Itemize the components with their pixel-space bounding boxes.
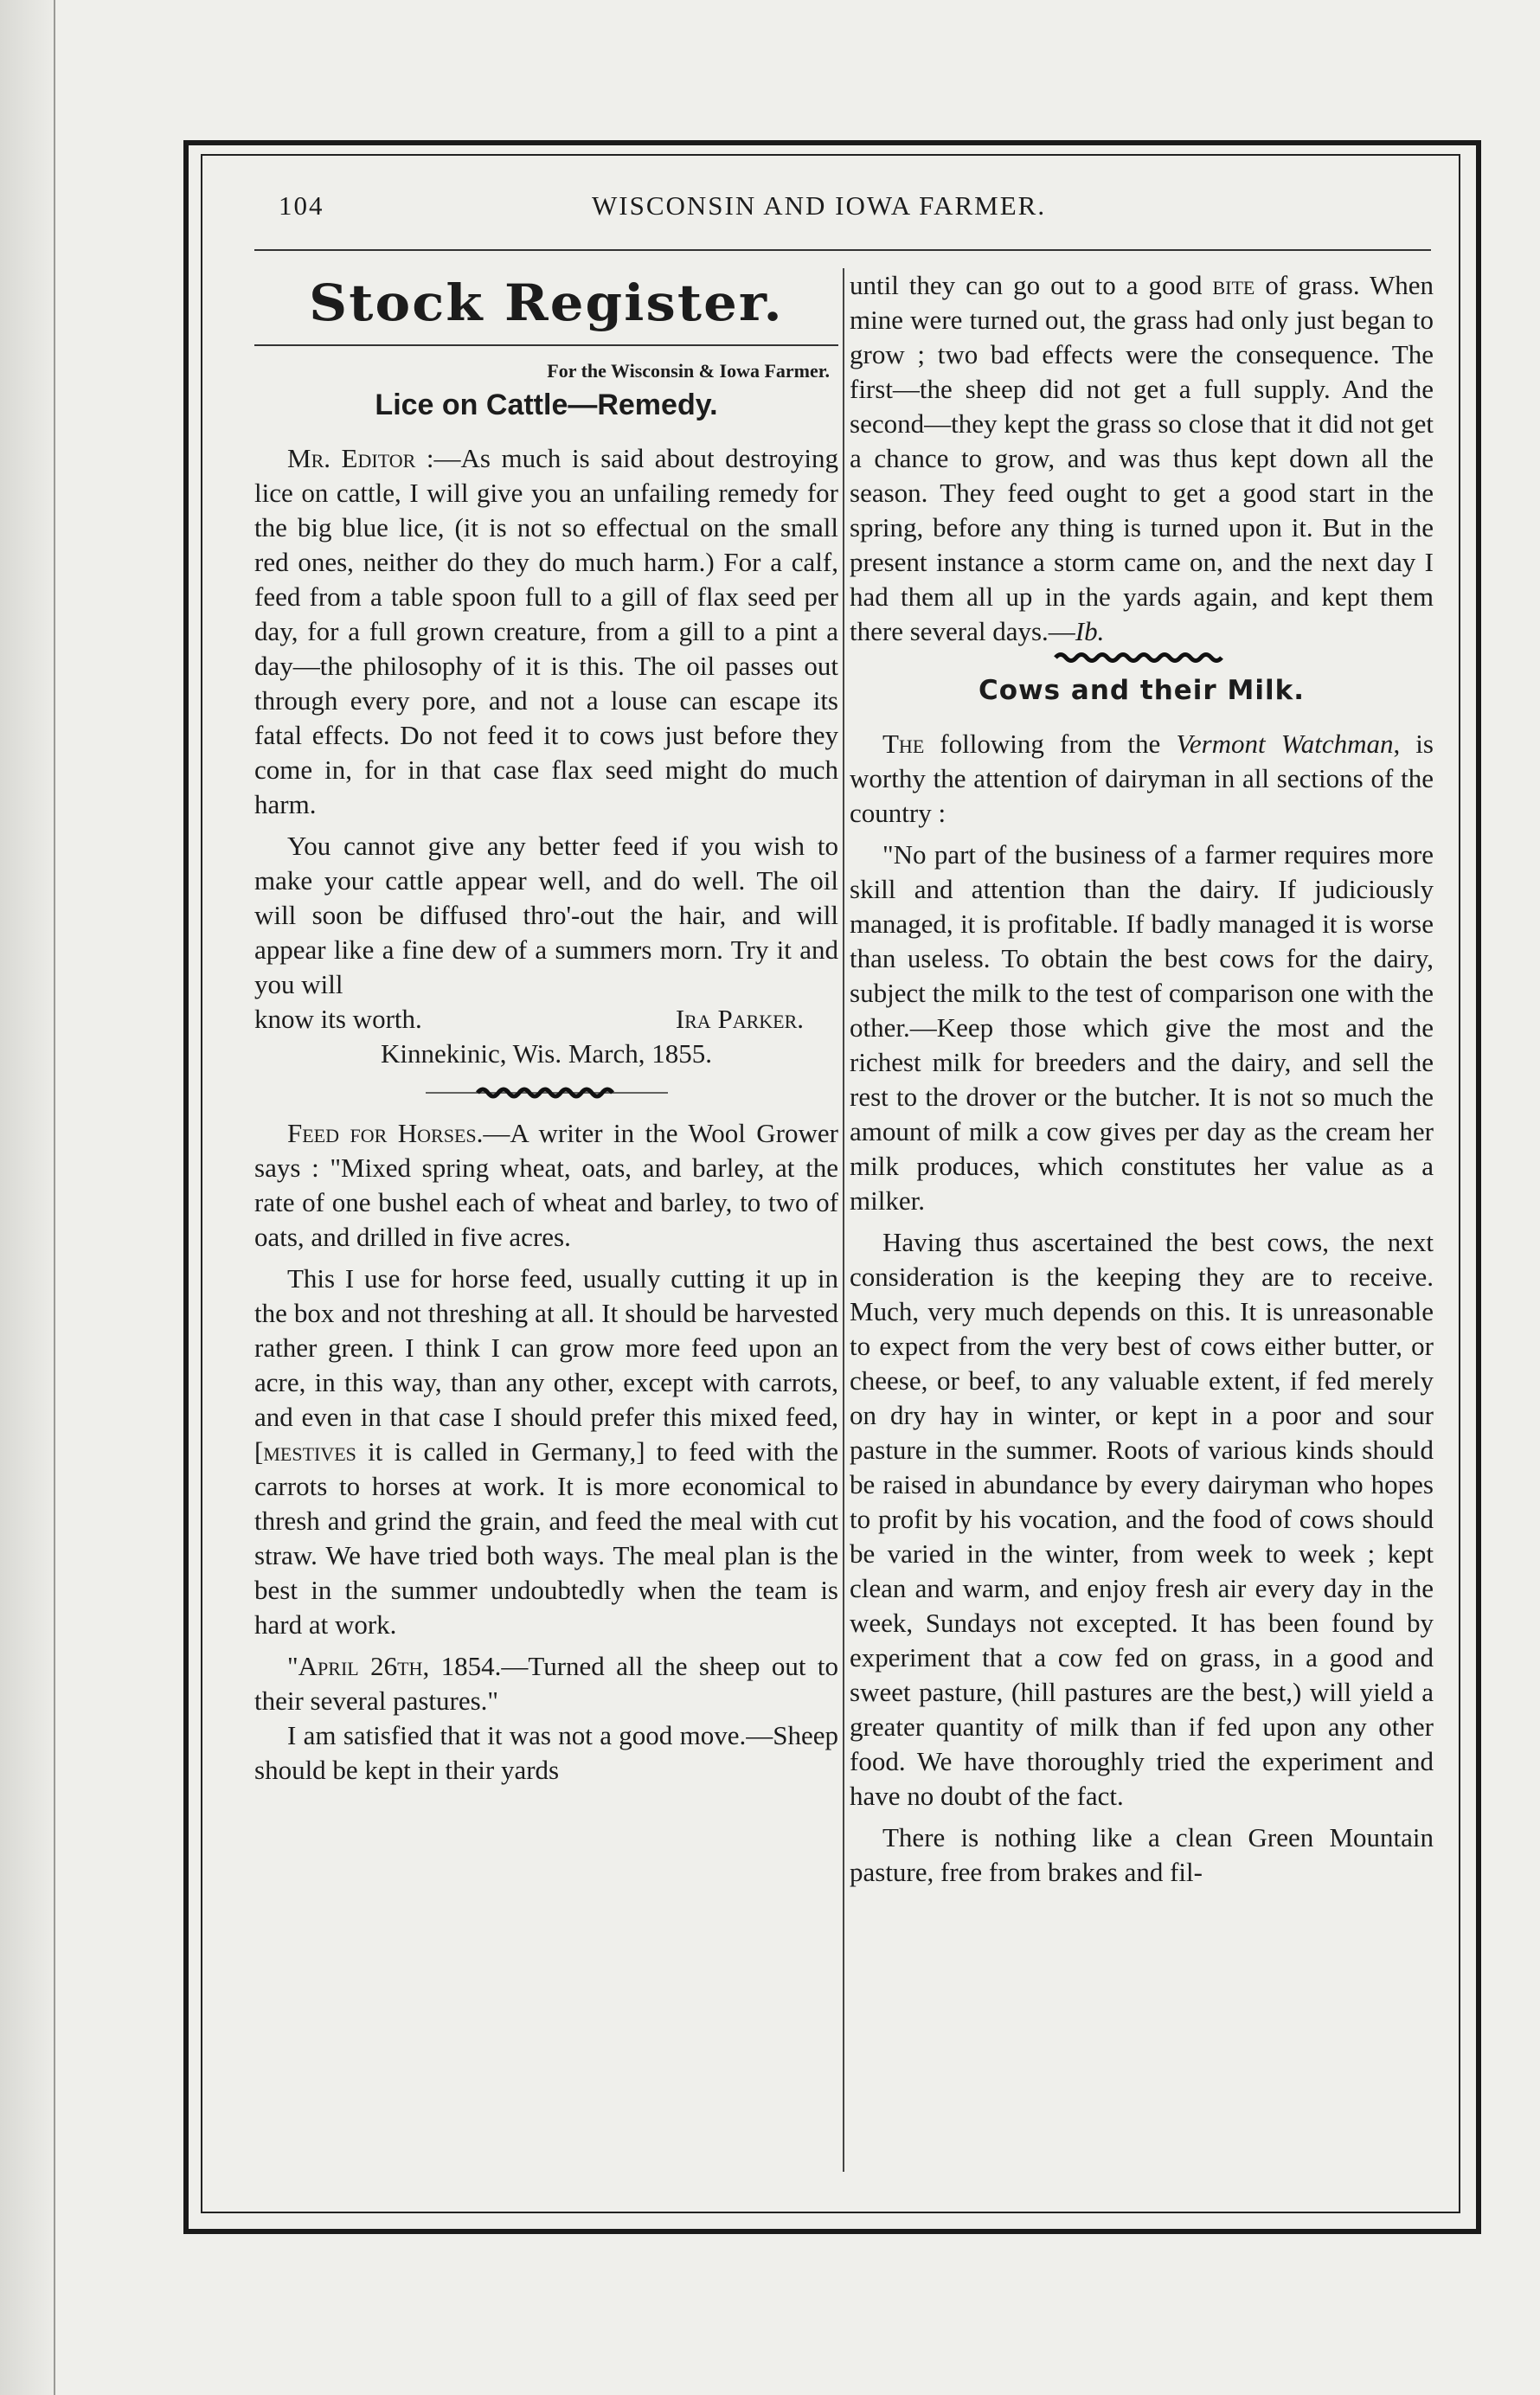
page-number: 104: [279, 190, 324, 221]
horses-paragraph-2: [254, 1262, 838, 1642]
article-title-lice: Lice on Cattle—Remedy.: [375, 388, 718, 421]
lice-paragraph-1: [254, 441, 838, 822]
lice-paragraph-1-text: :—As much is said about destroying lice on cattle, I will give you an unfailing remedy for the big blue lice, (it is not so effectual on the small red ones, neither do they do much harm.) For a calf, feed from a table spoon full to a gill of flax seed per day, for a full grown creature, from a gill to a pint a day—the philosophy of it is this. The oil passes out through every pore, and not a louse can escape its fatal effects. Do not feed it to cows just before they come in, for in that case flax seed might do much harm.: [254, 443, 838, 819]
wavy-divider-ornament-2: [1038, 651, 1246, 665]
lice-paragraph-2-end: know its worth.: [254, 1004, 422, 1034]
cows-quote-paragraph-1: "No part of the business of a farmer requires more skill and attention than the dairy. If judiciously managed, it is profitable. If badly managed it is worse than useless. To obtain the best cows for the dairy, subject the milk to the test of comparison one with the other.—Keep those which give the most and the richest milk for breeders and the dairy, and sell the rest to the drover or the butcher. It is not so much the amount of milk a cow gives per day as the cream her milk produces, which constitutes her value as a milker.: [850, 839, 1434, 1216]
journal-title: WISCONSIN AND IOWA FARMER.: [592, 190, 1047, 221]
horses-paragraph-2-text-b: it is called in Germany,] to feed with the carrots to horses at work. It is more economical to thresh and grind the grain, and feed the meal with cut straw. We have tried both ways. The meal plan is the best in the summer undoubtedly when the team is hard at work.: [254, 1436, 838, 1640]
lice-paragraph-2: [254, 829, 838, 1002]
section-title: Stock Register.: [309, 273, 784, 332]
text-columns: [254, 268, 1434, 2172]
header-rule: [254, 249, 1431, 251]
article-credit: For the Wisconsin & Iowa Farmer.: [547, 360, 830, 382]
cows-quote-paragraph-2: Having thus ascertained the best cows, the next consideration is the keeping they are to receive. Much, very much depends on this. It is unreasonable to expect from the very best of cows either butter, or cheese, or beef, to any valuable extent, if fed merely on dry hay in winter, or kept in a poor and sour pasture in the summer. Roots of various kinds should be raised in abundance by every dairyman who hopes to profit by his vocation, and the food of cows should be varied in the winter, from week to week ; kept clean and warm, and enjoy fresh air every day in the week, Sundays not excepted. It has been found by experiment that a cow fed on grass, in a good and sweet pasture, (hill pastures are the best,) will yield a greater quantity of milk than if fed upon any other food. We have thoroughly tried the experiment and have no doubt of the fact.: [850, 1227, 1434, 1811]
dateline: Kinnekinic, Wis. March, 1855.: [380, 1038, 713, 1069]
cows-intro-text-a: following from the: [924, 729, 1177, 759]
cows-intro-text-b: , is worthy the attention of dairyman in all sections of the country :: [850, 729, 1434, 828]
wavy-divider-ornament: [426, 1083, 668, 1102]
horses-paragraph-1-text: —A writer in the Wool Grower says : "Mixed spring wheat, oats, and barley, at the rate of one bushel each of wheat and barley, to two of oats, and drilled in five acres.: [254, 1118, 838, 1252]
sheep-paragraph: I am satisfied that it was not a good move.—Sheep should be kept in their yards: [254, 1720, 838, 1785]
source-publication: Vermont Watchman: [1176, 729, 1394, 759]
cows-intro: [850, 727, 1434, 831]
section-title-rule: [254, 344, 838, 346]
april-date: "April 26th, 1854.: [287, 1651, 502, 1681]
signature-line: [254, 1002, 838, 1037]
cows-quote-paragraph-3: There is nothing like a clean Green Mountain pasture, free from brakes and fil-: [850, 1822, 1434, 1887]
right-column: [850, 268, 1434, 2172]
horses-heading: Feed for Horses.: [287, 1118, 484, 1148]
scan-page-edge: [0, 0, 55, 2395]
running-head: [254, 182, 1431, 242]
lice-paragraph-2-text: You cannot give any better feed if you wish to make your cattle appear well, and do well. The oil will soon be diffused thro'-out the hair, and will appear like a fine dew of a summers morn. Try it and you will: [254, 831, 838, 999]
page-content: [254, 182, 1434, 2172]
sheep-continued: [850, 268, 1434, 649]
salutation: Mr. Editor: [287, 443, 416, 473]
april-entry: [254, 1649, 838, 1718]
column-divider: [843, 268, 844, 2172]
article-title-cows: Cows and their Milk.: [978, 675, 1305, 706]
horses-paragraph-2-text-a: This I use for horse feed, usually cutting it up in the box and not threshing at all. It should be harvested rather green. I think I can grow more feed upon an acre, in this way, than any other, except with carrots, and even in that case I should prefer this mixed feed, [: [254, 1263, 838, 1467]
author-signature: Ira Parker.: [675, 1004, 804, 1034]
bite-word: bite: [1212, 270, 1255, 300]
intro-lead-word: The: [882, 729, 925, 759]
horses-paragraph-1: [254, 1116, 838, 1255]
mestives-word: mestives: [263, 1436, 356, 1467]
left-column: [254, 268, 838, 2172]
ibid-ref: Ib.: [1075, 616, 1105, 646]
april-entry-text: —Turned all the sheep out to their several pastures.": [254, 1651, 838, 1716]
sheep-continued-text-b: of grass. When mine were turned out, the grass had only just began to grow ; two bad effects were the consequence. The first—the sheep did not get a full supply. And the second—they kept the grass so close that it did not get a chance to grow, and was thus kept down all the season. They feed ought to get a good start in the spring, before any thing is turned upon it. But in the present instance a storm came on, and the next day I had them all up in the yards again, and kept them there several days.—: [850, 270, 1434, 646]
sheep-continued-text-a: until they can go out to a good: [850, 270, 1203, 300]
